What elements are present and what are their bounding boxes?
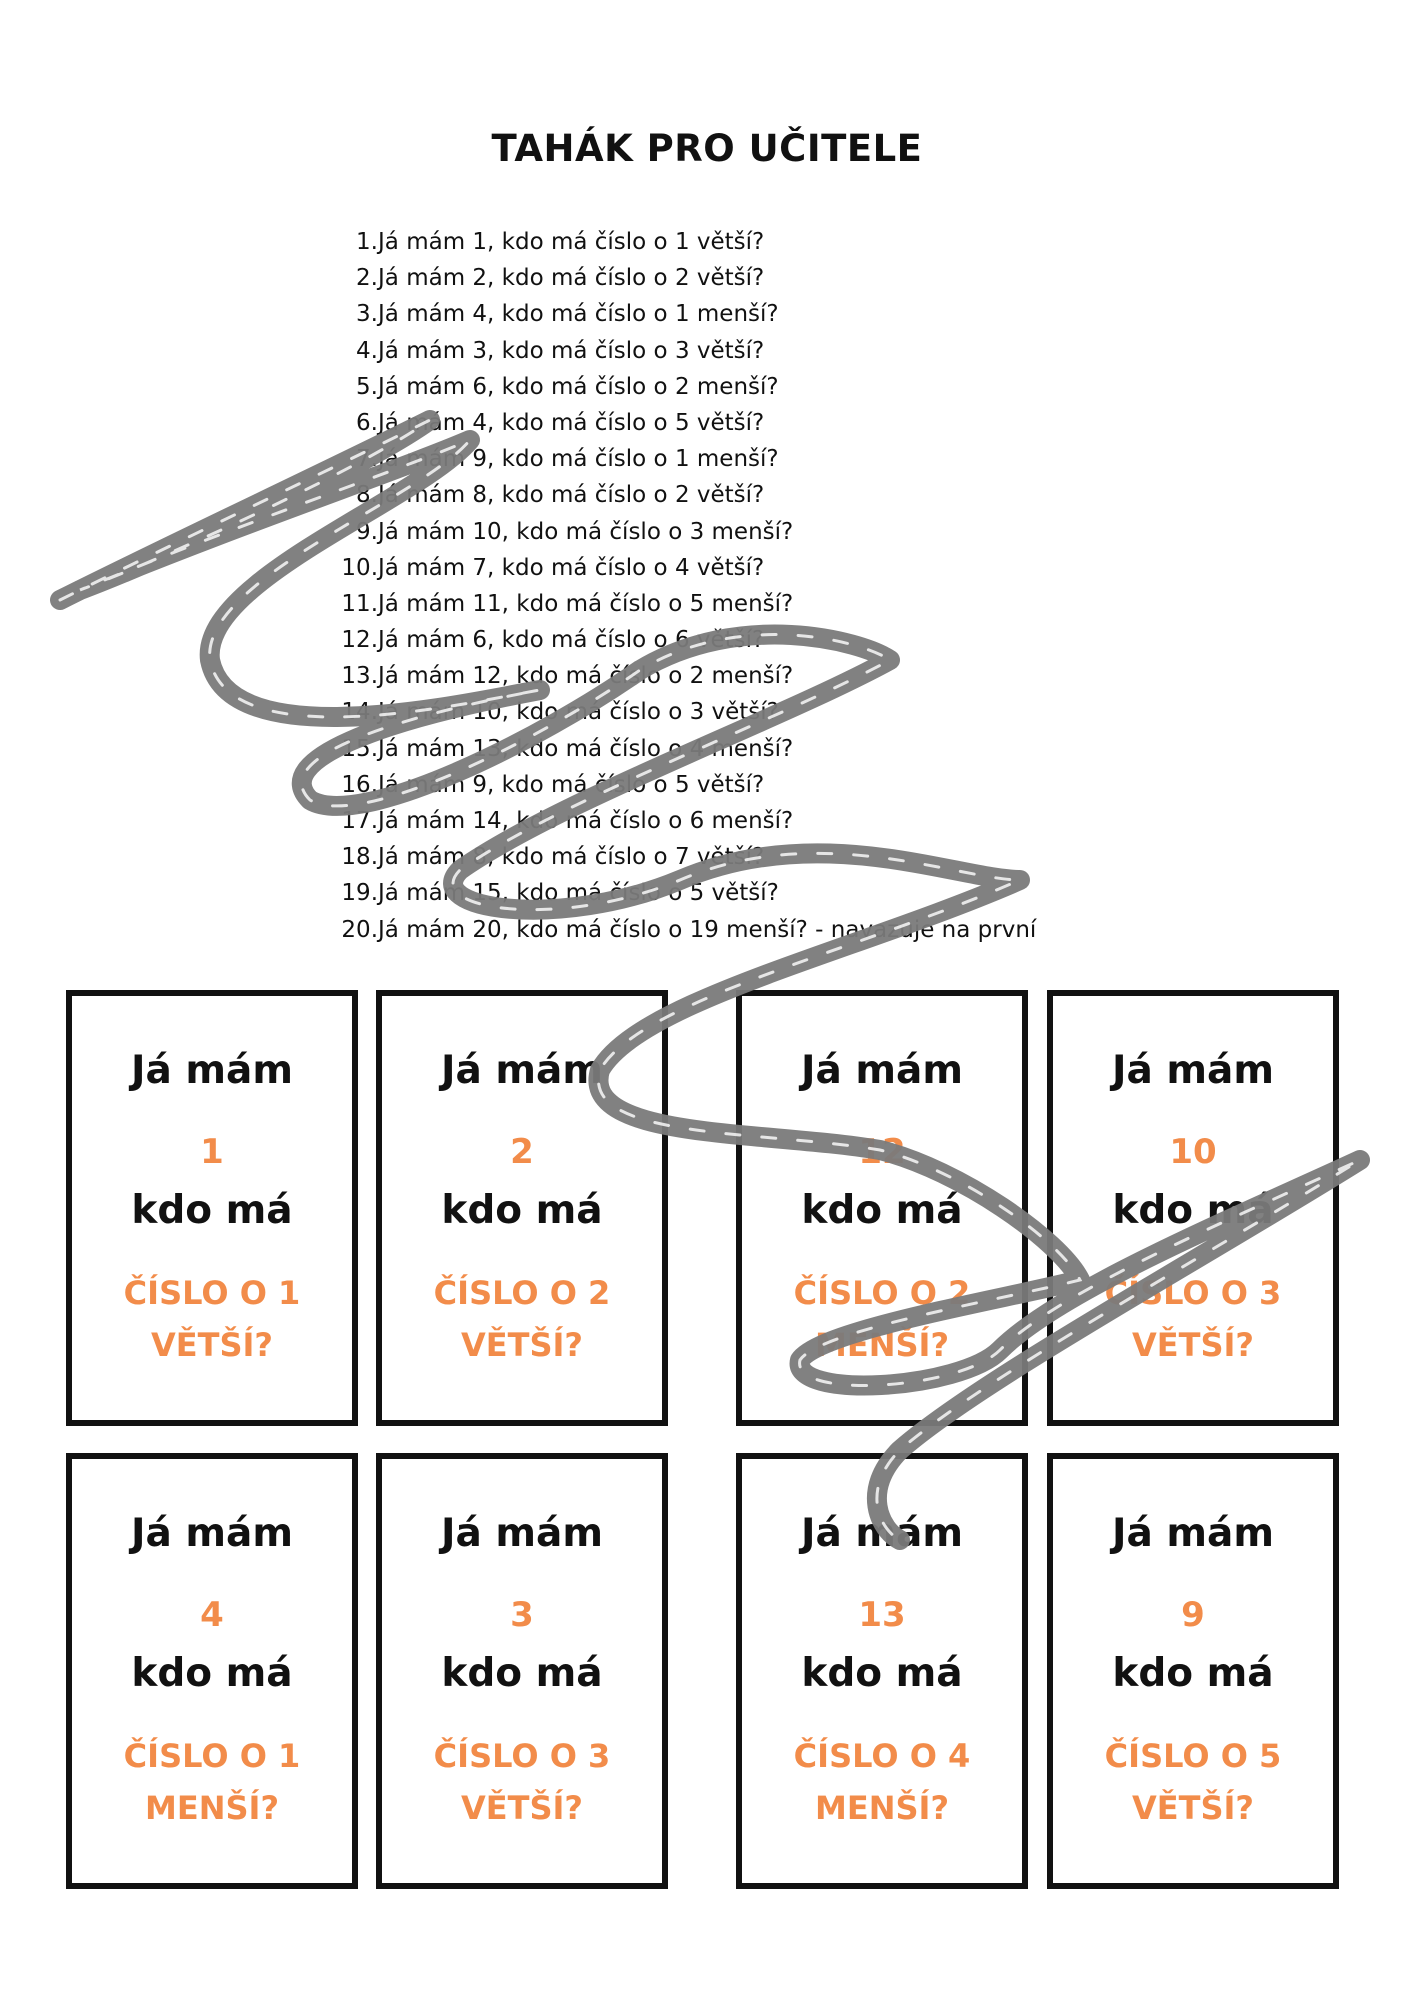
list-item	[330, 912, 1130, 948]
card-2	[376, 990, 668, 1426]
card-heading: Já mám	[441, 1511, 603, 1556]
list-item	[330, 296, 1130, 332]
list-item-number: 3.	[356, 301, 378, 328]
card-number: 3	[510, 1595, 534, 1635]
list-item-number: 8.	[356, 482, 378, 509]
list-item-text: Já mám 2, kdo má číslo o 2 větší?	[378, 265, 765, 292]
card-question-line1: ČÍSLO O 3	[433, 1737, 611, 1775]
list-item-number: 7.	[356, 446, 378, 473]
list-item	[330, 224, 1130, 260]
list-item	[330, 333, 1130, 369]
card-number: 10	[1169, 1132, 1217, 1172]
cheat-sheet-list	[330, 224, 1130, 948]
list-item-text: Já mám 1, kdo má číslo o 1 větší?	[378, 229, 765, 255]
card-question-line2: MENŠÍ?	[815, 1326, 949, 1364]
list-item-number: 9.	[356, 518, 378, 545]
list-item-text: Já mám 11, kdo má číslo o 5 menší?	[378, 590, 794, 617]
list-item	[330, 514, 1130, 550]
card-question-line1: ČÍSLO O 4	[793, 1737, 971, 1775]
card-heading: Já mám	[1112, 1048, 1274, 1093]
card-question-line2: VĚTŠÍ?	[461, 1326, 583, 1364]
card-heading: Já mám	[131, 1511, 293, 1556]
card-heading: Já mám	[131, 1048, 293, 1093]
card-question-line1: ČÍSLO O 2	[793, 1274, 971, 1312]
card-who-has: kdo má	[1112, 1188, 1274, 1233]
list-item-number: 14.	[341, 699, 378, 726]
list-item-number: 13.	[341, 663, 378, 690]
list-item-number: 18.	[341, 844, 378, 871]
card-question-line2: VĚTŠÍ?	[151, 1326, 273, 1364]
list-item-text: Já mám 4, kdo má číslo o 5 větší?	[378, 409, 765, 436]
list-item-text: Já mám 15, kdo má číslo o 5 větší?	[378, 880, 779, 907]
list-item	[330, 586, 1130, 622]
card-5	[66, 1453, 358, 1889]
card-who-has: kdo má	[1112, 1651, 1274, 1696]
card-question-line2: VĚTŠÍ?	[461, 1789, 583, 1827]
list-item	[330, 839, 1130, 875]
card-question-line1: ČÍSLO O 1	[123, 1737, 301, 1775]
list-item	[330, 405, 1130, 441]
card-number: 12	[858, 1132, 906, 1172]
list-item-text: Já mám 3, kdo má číslo o 3 větší?	[378, 337, 765, 364]
card-number: 9	[1181, 1595, 1205, 1635]
list-item-number: 1.	[356, 229, 378, 255]
list-item-number: 4.	[356, 337, 378, 364]
list-item	[330, 875, 1130, 911]
card-number: 4	[200, 1595, 224, 1635]
card-question-line2: VĚTŠÍ?	[1132, 1326, 1254, 1364]
page-title: TAHÁK PRO UČITELE	[491, 127, 923, 170]
list-item-number: 11.	[341, 590, 378, 617]
list-item	[330, 260, 1130, 296]
list-item-text: Já mám 9, kdo má číslo o 1 menší?	[378, 446, 779, 473]
card-question-line1: ČÍSLO O 3	[1104, 1274, 1282, 1312]
card-number: 1	[200, 1132, 224, 1172]
card-3	[736, 990, 1028, 1426]
list-item-text: Já mám 13, kdo má číslo o 4 menší?	[378, 735, 794, 762]
list-item-number: 19.	[341, 880, 378, 907]
list-item-text: Já mám 6, kdo má číslo o 2 menší?	[378, 373, 779, 400]
list-item-text: Já mám 10, kdo má číslo o 3 větší?	[378, 699, 779, 726]
list-item-number: 12.	[341, 627, 378, 654]
list-item-text: Já mám 20, kdo má číslo o 19 menší? - navazuje na první	[378, 916, 1037, 943]
list-item-text: Já mám 9, kdo má číslo o 5 větší?	[378, 771, 765, 798]
list-item	[330, 369, 1130, 405]
list-item	[330, 767, 1130, 803]
card-7	[736, 1453, 1028, 1889]
list-item	[330, 658, 1130, 694]
card-8	[1047, 1453, 1339, 1889]
list-item-text: Já mám 7, kdo má číslo o 4 větší?	[378, 554, 765, 581]
list-item-text: Já mám 10, kdo má číslo o 3 menší?	[378, 518, 794, 545]
card-who-has: kdo má	[801, 1651, 963, 1696]
list-item-number: 15.	[341, 735, 378, 762]
card-who-has: kdo má	[131, 1651, 293, 1696]
list-item-number: 16.	[341, 771, 378, 798]
list-item-text: Já mám 14, kdo má číslo o 6 menší?	[378, 808, 794, 834]
card-question-line2: VĚTŠÍ?	[1132, 1789, 1254, 1827]
list-item-number: 5.	[356, 373, 378, 400]
card-number: 13	[858, 1595, 906, 1635]
card-heading: Já mám	[801, 1511, 963, 1556]
list-item-number: 17.	[341, 808, 378, 834]
card-who-has: kdo má	[441, 1188, 603, 1233]
card-who-has: kdo má	[801, 1188, 963, 1233]
list-item	[330, 441, 1130, 477]
card-question-line1: ČÍSLO O 2	[433, 1274, 611, 1312]
card-4	[1047, 990, 1339, 1426]
card-number: 2	[510, 1132, 534, 1172]
list-item-text: Já mám 6, kdo má číslo o 6 větší?	[378, 627, 765, 654]
card-heading: Já mám	[441, 1048, 603, 1093]
list-item-text: Já mám 8, kdo má číslo o 7 větší?	[378, 844, 765, 871]
card-6	[376, 1453, 668, 1889]
list-item-text: Já mám 4, kdo má číslo o 1 menší?	[378, 301, 779, 328]
card-heading: Já mám	[801, 1048, 963, 1093]
list-item-number: 6.	[356, 409, 378, 436]
card-question-line2: MENŠÍ?	[815, 1789, 949, 1827]
list-item-text: Já mám 8, kdo má číslo o 2 větší?	[378, 482, 765, 509]
list-item-number: 20.	[341, 916, 378, 943]
card-1	[66, 990, 358, 1426]
list-item-number: 2.	[356, 265, 378, 292]
list-item	[330, 622, 1130, 658]
card-who-has: kdo má	[131, 1188, 293, 1233]
card-question-line2: MENŠÍ?	[145, 1789, 279, 1827]
list-item	[330, 803, 1130, 839]
card-who-has: kdo má	[441, 1651, 603, 1696]
list-item-text: Já mám 12, kdo má číslo o 2 menší?	[378, 663, 794, 690]
list-item	[330, 550, 1130, 586]
list-item	[330, 731, 1130, 767]
card-question-line1: ČÍSLO O 1	[123, 1274, 301, 1312]
list-item	[330, 477, 1130, 513]
card-question-line1: ČÍSLO O 5	[1104, 1737, 1282, 1775]
list-item-number: 10.	[341, 554, 378, 581]
list-item	[330, 694, 1130, 730]
card-heading: Já mám	[1112, 1511, 1274, 1556]
